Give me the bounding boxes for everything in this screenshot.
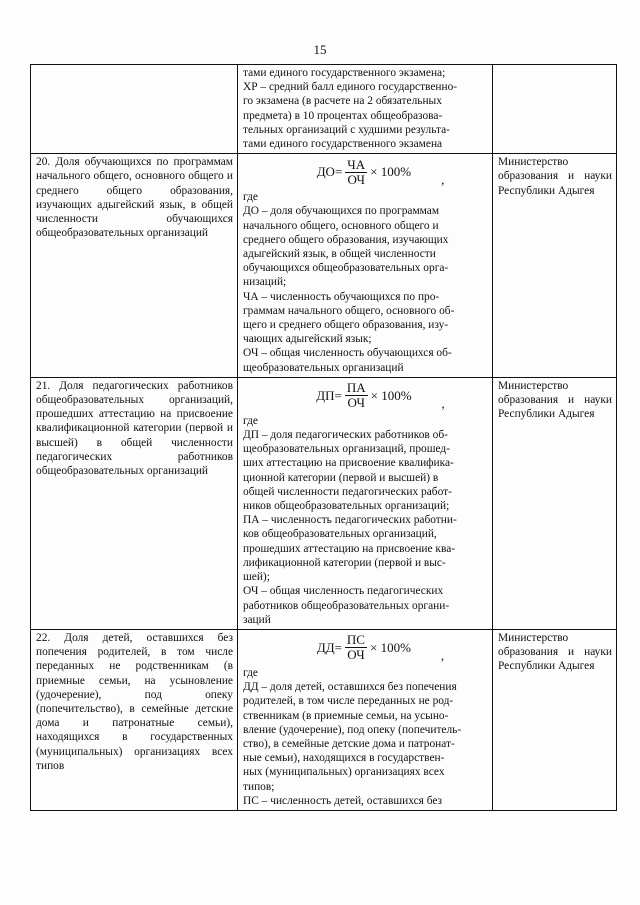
method-line: ших аттестацию на присвоение квалифика-: [243, 457, 454, 470]
fraction: [345, 381, 368, 410]
method-line: ственникам (в приемные семьи, на усыно-: [243, 709, 449, 722]
fraction-denominator: ОЧ: [347, 647, 365, 663]
formula-comma: ,: [440, 647, 445, 663]
method-line: работников общеобразовательных органи-: [243, 599, 450, 612]
fraction-denominator: ОЧ: [347, 171, 365, 187]
formula: [243, 157, 488, 187]
formula: [243, 633, 488, 663]
formula-lhs: ДД: [316, 639, 335, 655]
fraction: [345, 158, 367, 187]
method-line: где: [243, 414, 258, 427]
method-line: щеобразовательных организаций, прошед-: [243, 443, 450, 456]
table-row-22: [31, 629, 617, 810]
method-line: лификационной категории (первой и выс-: [243, 556, 446, 569]
indicator-cell: 21. Доля педагогических работников общеобразовательных организаций, прошедших аттестацию на присвоение квалификационной категории (первой и высшей) в общей численности педагогических работников общеобразовательных организаций: [31, 377, 238, 629]
method-line: ных (муниципальных) организациях всех: [243, 766, 445, 779]
method-line: прошедших аттестацию на присвоение ква-: [243, 542, 456, 555]
method-line: ков общеобразовательных организаций,: [243, 528, 437, 541]
method-line: щего и среднего общего образования, изу-: [243, 319, 449, 332]
method-line: ПС – численность детей, оставшихся без: [243, 794, 443, 807]
method-line: предмета) в 10 процентах общеобразова-: [243, 109, 443, 122]
method-line: где: [243, 666, 258, 679]
method-line: граммам начального общего, основного об-: [243, 304, 455, 317]
page-number: 15: [313, 42, 327, 57]
method-line: среднего общего образования, изучающих: [243, 233, 449, 246]
method-line: шей);: [243, 571, 270, 584]
fraction-denominator: ОЧ: [347, 395, 365, 411]
method-cell: [238, 65, 493, 154]
formula-tail: × 100%: [370, 387, 412, 403]
table-row-20: [31, 154, 617, 378]
responsible-cell-empty: [493, 65, 617, 154]
responsible-cell: Министерство образования и науки Республики Адыгея: [493, 629, 617, 810]
method-line: общей численности педагогических работ-: [243, 485, 452, 498]
method-line: ПА – численность педагогических работни-: [243, 514, 457, 527]
method-line: низаций;: [243, 276, 287, 289]
method-line: ДО – доля обучающихся по программам: [243, 205, 440, 218]
method-cell: [238, 377, 493, 629]
method-line: чающих адыгейский язык;: [243, 333, 372, 346]
method-line: го экзамена (в расчете на 2 обязательных: [243, 95, 442, 108]
formula-lhs: ДО: [316, 164, 335, 180]
table-row-continuation: [31, 65, 617, 154]
method-line: тами единого государственного экзамена: [243, 138, 443, 151]
method-line: тами единого государственного экзамена;: [243, 67, 446, 79]
method-line: ДД – доля детей, оставшихся без попечения: [243, 681, 457, 694]
method-line: ные семьи), находящихся в государствен-: [243, 752, 445, 765]
method-cell: [238, 154, 493, 378]
formula-comma: ,: [441, 172, 445, 188]
method-line: где: [243, 191, 258, 204]
fraction: [345, 633, 367, 662]
method-line: типов;: [243, 780, 275, 793]
indicator-cell: 20. Доля обучающихся по программам начального общего, основного общего и среднего общего образования, изучающих адыгейский язык, в общей численности обучающихся общеобразовательных организаций: [31, 154, 238, 378]
formula-tail: × 100%: [370, 164, 412, 180]
method-line: вление (удочерение), под опеку (попечитель-: [243, 723, 462, 736]
formula: [243, 381, 488, 411]
indicator-cell: 22. Доля детей, оставшихся без попечения родителей, в том числе переданных не родственникам (в приемные семьи, на усыновление (удочерение), под опеку (попечительство), в семейные детские дома и патронатные семьи), находящихся в государственных (муниципальных) организациях всех типов: [31, 629, 238, 810]
equals-sign: =: [334, 387, 342, 403]
method-line: ОЧ – общая численность обучающихся об-: [243, 347, 452, 360]
table-row-21: [31, 377, 617, 629]
method-line: ников общеобразовательных организаций;: [243, 500, 450, 513]
fraction-numerator: ПА: [346, 380, 366, 396]
formula-tail: × 100%: [369, 639, 411, 655]
method-line: ДП – доля педагогических работников об-: [243, 429, 448, 442]
responsible-cell: Министерство образования и науки Республики Адыгея: [493, 154, 617, 378]
method-line: тельных организаций с худшими результа-: [243, 123, 450, 136]
method-cell: [238, 629, 493, 810]
method-line: щеобразовательных организаций: [243, 361, 404, 374]
method-line: ХР – средний балл единого государственно-: [243, 81, 458, 94]
method-line: ство), в семейные детские дома и патронат-: [243, 737, 455, 750]
indicator-cell-empty: [31, 65, 238, 154]
method-line: ЧА – численность обучающихся по про-: [243, 290, 440, 303]
method-line: адыгейский язык, в общей численности: [243, 248, 436, 261]
indicators-table: [30, 64, 617, 811]
method-line: обучающихся общеобразовательных орга-: [243, 262, 449, 275]
formula-comma: ,: [441, 395, 445, 411]
equals-sign: =: [334, 639, 342, 655]
fraction-numerator: ПС: [346, 632, 365, 648]
method-line: ОЧ – общая численность педагогических: [243, 585, 444, 598]
equals-sign: =: [334, 164, 343, 180]
responsible-cell: Министерство образования и науки Республики Адыгея: [493, 377, 617, 629]
method-line: начального общего, основного общего и: [243, 219, 439, 232]
method-line: заций: [243, 613, 271, 626]
method-line: родителей, в том числе переданных не род-: [243, 695, 454, 708]
method-line: ционной категории (первой и высшей) в: [243, 471, 439, 484]
formula-lhs: ДП: [316, 387, 335, 403]
fraction-numerator: ЧА: [347, 156, 366, 172]
